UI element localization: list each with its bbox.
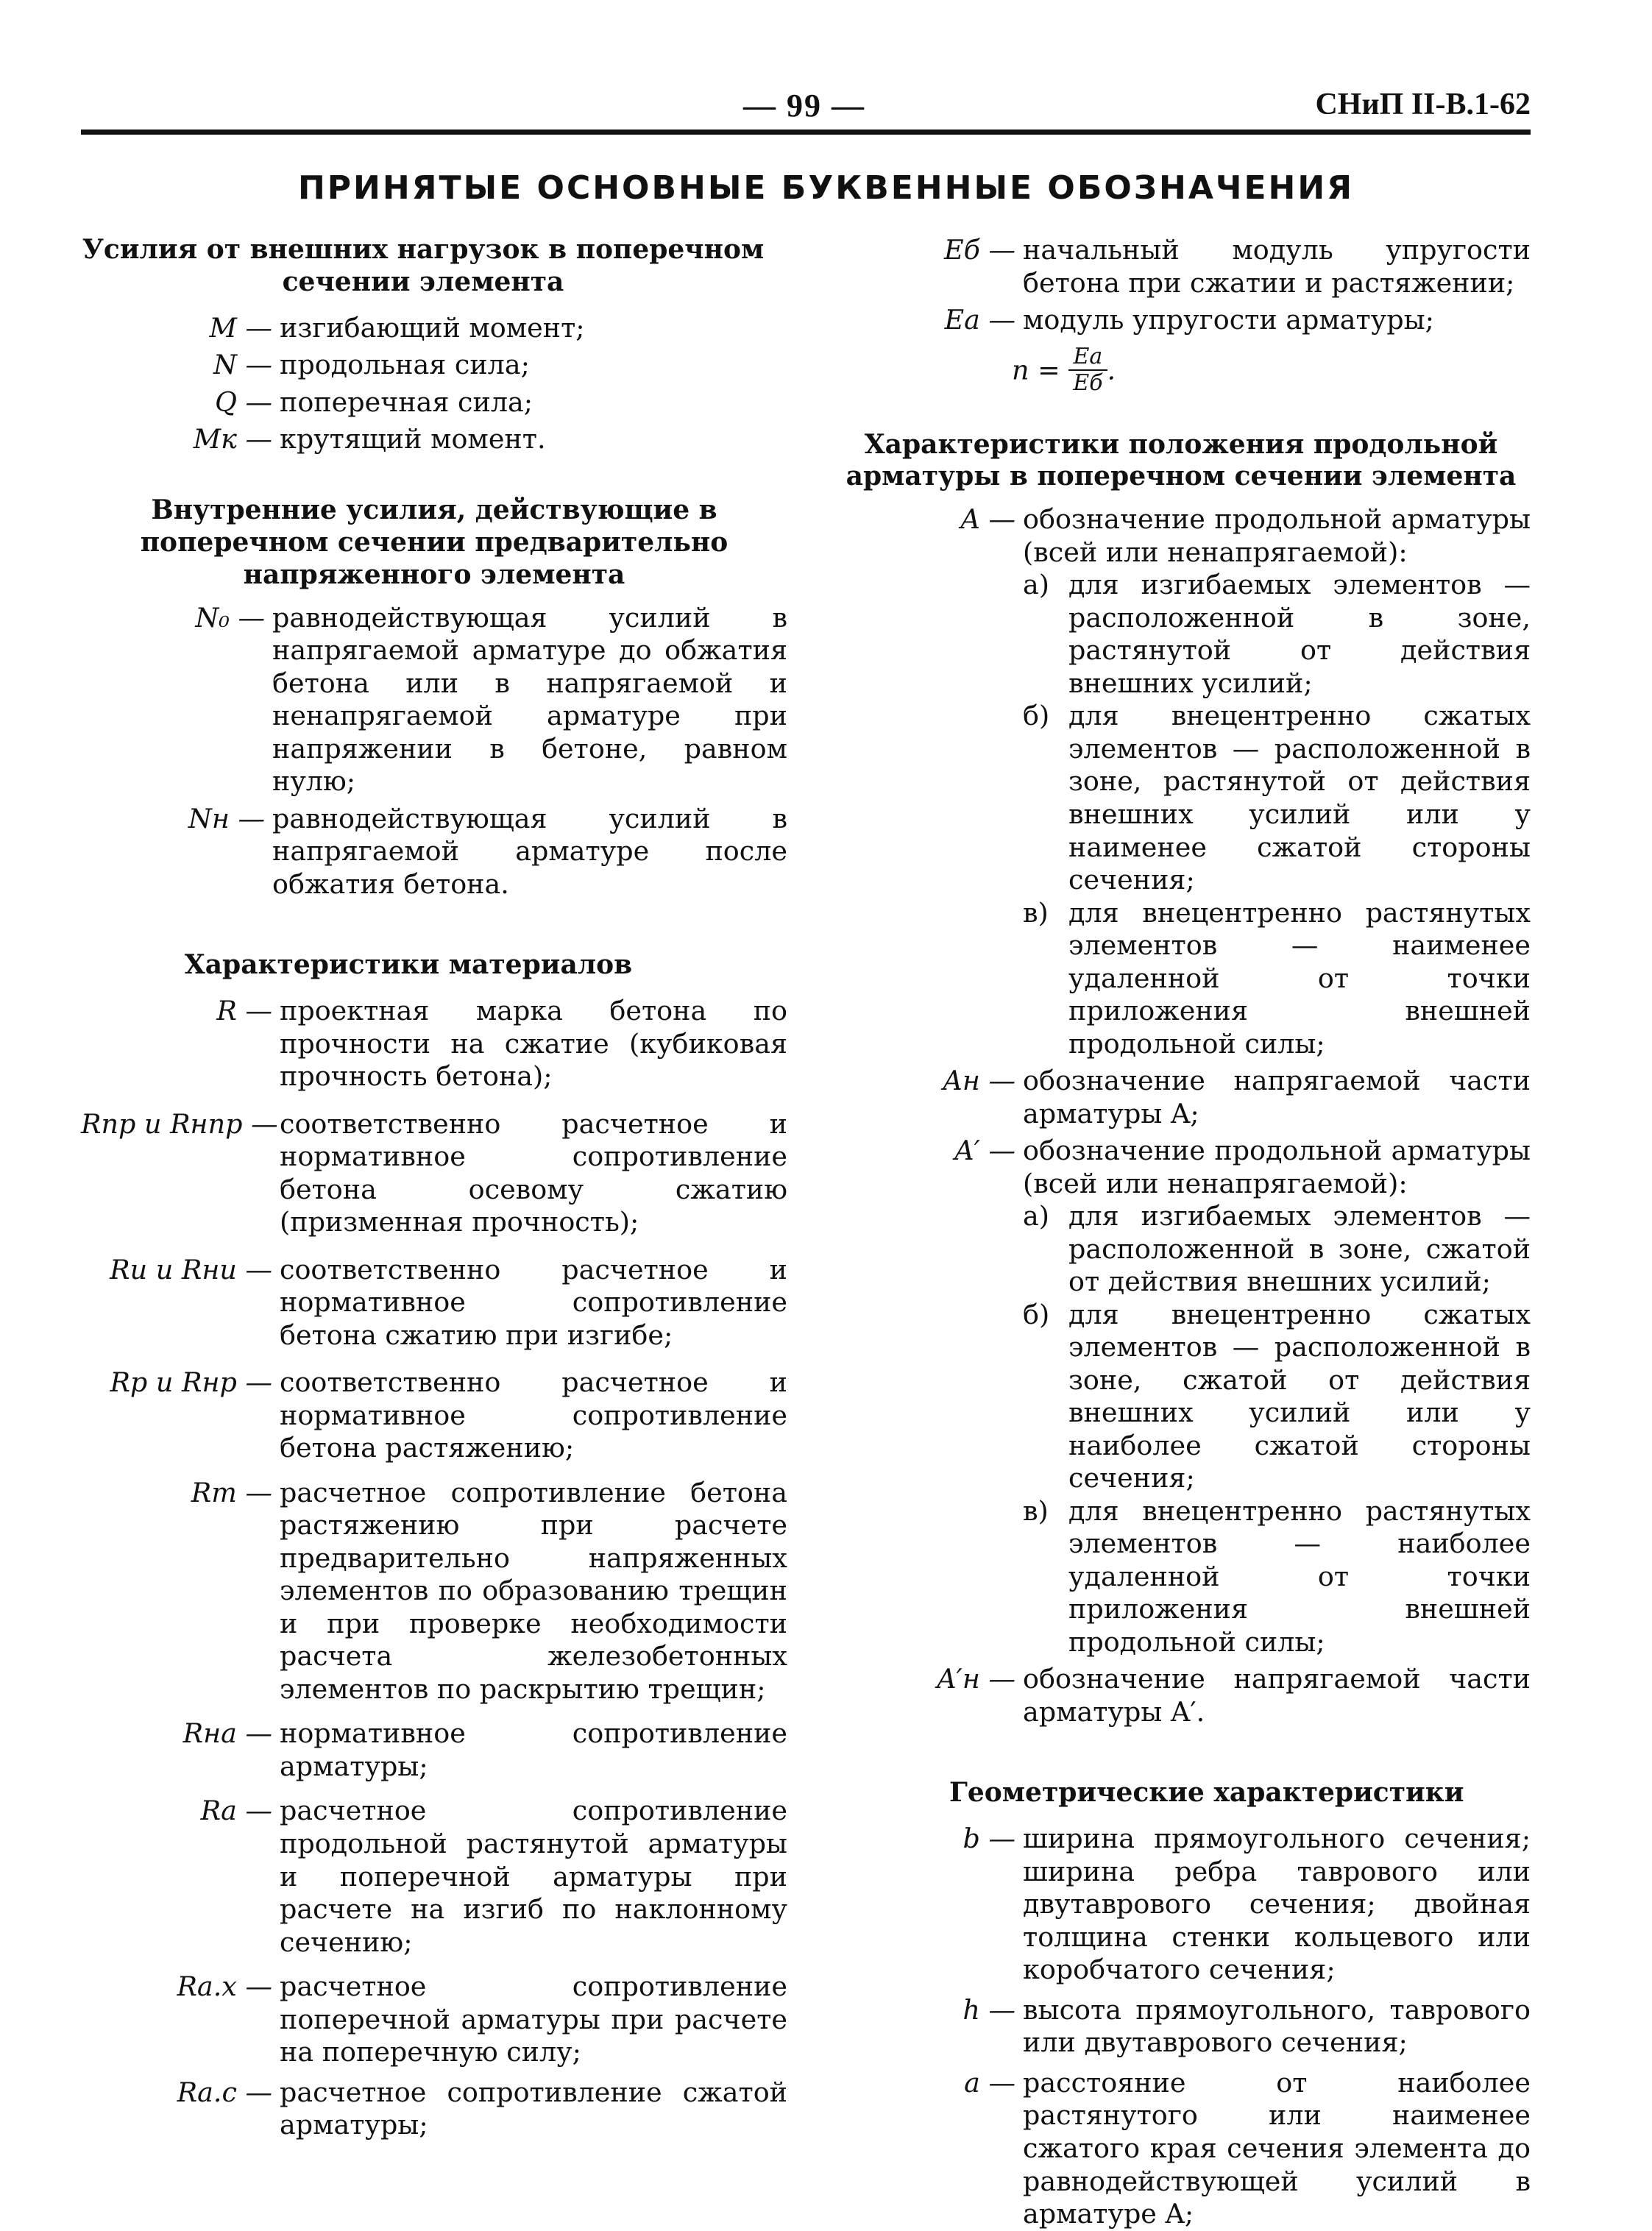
definition: проектная марка бетона по прочности на сжатие (кубиковая прочность бетона); xyxy=(280,995,787,1093)
definition: продольная сила; xyxy=(280,349,530,381)
definition: обозначение напрягаемой части арматуры A; xyxy=(1023,1065,1531,1129)
sub-label: б) xyxy=(1023,1298,1050,1330)
symbol: A′ — xyxy=(954,1135,1015,1167)
definition: обозначение продольной арматуры (всей или ненапрягаемой): xyxy=(1023,1135,1531,1199)
definition: обозначение продольной арматуры (всей или ненапрягаемой): xyxy=(1023,503,1531,568)
list-item xyxy=(832,1823,1531,1987)
symbol: Eа — xyxy=(944,304,1015,336)
list-item xyxy=(832,304,1531,337)
sub-text: для внецентренно растянутых элементов — наиболее удаленной от точки приложения внешней продольной силы; xyxy=(1068,1494,1531,1658)
list-item xyxy=(81,1971,787,2069)
symbol: A — xyxy=(960,503,1015,536)
definition: соответственно расчетное и нормативное сопротивление бетона осевому сжатию (призменная прочность); xyxy=(280,1107,787,1238)
symbol: Rа.х — xyxy=(177,1971,272,2003)
symbol: Rна — xyxy=(182,1717,272,1750)
page-number: — 99 — xyxy=(743,88,865,124)
section-heading: Характеристики материалов xyxy=(184,949,633,981)
definition: расчетное сопротивление продольной растянутой арматуры и поперечной арматуры при расчете на изгиб по наклонному сечению; xyxy=(280,1795,787,1958)
symbol: Eб — xyxy=(943,234,1015,266)
list-item xyxy=(81,349,787,382)
definition: расчетное сопротивление сжатой арматуры; xyxy=(280,2076,787,2141)
list-item xyxy=(832,2067,1531,2231)
definition: расчетное сопротивление поперечной арматуры при расчете на поперечную силу; xyxy=(280,1971,787,2068)
symbol: Rр и Rнр — xyxy=(110,1366,272,1399)
list-item xyxy=(81,312,787,345)
list-item xyxy=(832,1065,1531,1130)
definition: соответственно расчетное и нормативное сопротивление бетона сжатию при изгибе; xyxy=(280,1253,787,1351)
symbol: a — xyxy=(964,2066,1015,2099)
symbol: Aн — xyxy=(943,1065,1015,1097)
section-reinforcement-position xyxy=(832,429,1531,1729)
definition: равнодействующая усилий в напрягаемой арматуре до обжатия бетона или в напрягаемой и ненапрягаемой арматуре при напряжении в бетоне, равном нулю; xyxy=(272,601,787,798)
sub-item xyxy=(1023,1200,1531,1299)
list-item xyxy=(832,503,1531,1060)
symbol: R — xyxy=(216,995,272,1027)
symbol: A′н — xyxy=(937,1663,1015,1695)
section-external-forces xyxy=(81,234,787,456)
definition: равнодействующая усилий в напрягаемой арматуре после обжатия бетона. xyxy=(272,802,787,900)
list-item xyxy=(81,1717,787,1783)
section-geometric xyxy=(832,1777,1531,2230)
sub-item xyxy=(1023,897,1531,1061)
section-materials xyxy=(81,949,787,2141)
symbol: N — xyxy=(213,349,272,381)
sub-text: для внецентренно растянутых элементов — наименее удаленной от точки приложения внешней продольной силы; xyxy=(1068,896,1531,1060)
list-item xyxy=(81,995,787,1093)
formula-lhs: n = xyxy=(1012,353,1060,386)
symbol: N₀ — xyxy=(195,601,265,634)
section-internal-forces xyxy=(81,494,787,901)
section-heading: Характеристики положения продольной арматуры в поперечном сечении элемента xyxy=(846,428,1517,492)
list-item xyxy=(81,1477,787,1706)
definition: начальный модуль упругости бетона при сжатии и растяжении; xyxy=(1023,234,1531,299)
sub-item xyxy=(1023,1299,1531,1495)
document-code: СНиП II-В.1-62 xyxy=(1315,88,1531,121)
right-column xyxy=(832,234,1531,2231)
symbol: Rи и Rни — xyxy=(110,1253,272,1285)
symbol: Rа.с — xyxy=(177,2076,272,2108)
list-item xyxy=(832,1135,1531,1659)
list-item xyxy=(81,1108,787,1239)
page-header xyxy=(81,74,1531,132)
definition: расчетное сопротивление бетона растяжению при расчете предварительно напряженных элементов по образованию трещин и при проверке необходимости расчета железобетонных элементов по раскрытию трещин; xyxy=(280,1476,787,1705)
sub-label: в) xyxy=(1023,896,1049,929)
definition: ширина прямоугольного сечения; ширина ребра таврового или двутаврового сечения; двойная толщина стенки кольцевого или коробчатого сечения; xyxy=(1023,1823,1531,1986)
definition: расстояние от наиболее растянутого или наименее сжатого края сечения элемента до равнодействующей усилий в арматуре A; xyxy=(1023,2066,1531,2230)
list-item xyxy=(832,1663,1531,1728)
definition: изгибающий момент; xyxy=(280,311,585,344)
sub-label: а) xyxy=(1023,1200,1050,1232)
section-heading: Внутренние усилия, действующие в поперечном сечении предварительно напряженного элемента xyxy=(140,494,728,590)
definition: нормативное сопротивление арматуры; xyxy=(280,1717,787,1782)
sub-label: в) xyxy=(1023,1494,1049,1527)
definition: поперечная сила; xyxy=(280,386,533,418)
sub-item xyxy=(1023,700,1531,896)
sub-text: для внецентренно сжатых элементов — расположенной в зоне, растянутой от действия внешних усилий или у наименее сжатой стороны сечения; xyxy=(1068,700,1531,896)
list-item xyxy=(81,2076,787,2142)
sub-text: для изгибаемых элементов — расположенной в зоне, сжатой от действия внешних усилий; xyxy=(1068,1200,1531,1298)
sub-item xyxy=(1023,569,1531,700)
modulus-ratio-formula xyxy=(832,344,1531,397)
symbol: Q — xyxy=(214,386,272,418)
list-item xyxy=(81,803,787,901)
symbol: M — xyxy=(209,311,272,344)
list-item xyxy=(81,1254,787,1352)
symbol: b — xyxy=(963,1823,1015,1855)
symbol: Rпр и Rнпр — xyxy=(81,1107,278,1140)
formula-tail: . xyxy=(1107,353,1116,386)
sub-item xyxy=(1023,1495,1531,1659)
sub-text: для изгибаемых элементов — расположенной в зоне, растянутой от действия внешних усилий; xyxy=(1068,569,1531,699)
section-heading: Усилия от внешних нагрузок в поперечном сечении элемента xyxy=(82,234,765,297)
symbol: Rа — xyxy=(200,1795,272,1827)
left-column xyxy=(81,234,787,2142)
list-item xyxy=(81,423,787,456)
definition: соответственно расчетное и нормативное сопротивление бетона растяжению; xyxy=(280,1366,787,1464)
symbol: Nн — xyxy=(188,802,265,834)
definition: высота прямоугольного, таврового или двутаврового сечения; xyxy=(1023,1993,1531,2059)
symbol: Rт — xyxy=(191,1476,272,1508)
symbol: Mк — xyxy=(193,423,272,455)
definition: крутящий момент. xyxy=(280,423,546,455)
list-item xyxy=(832,234,1531,299)
symbol: h — xyxy=(963,1993,1015,2026)
definition: обозначение напрягаемой части арматуры A′. xyxy=(1023,1663,1531,1728)
list-item xyxy=(81,386,787,419)
header-rule xyxy=(81,130,1531,135)
list-item xyxy=(832,1994,1531,2060)
section-heading: Геометрические характеристики xyxy=(949,1777,1464,1809)
sub-label: б) xyxy=(1023,700,1050,732)
formula-fraction xyxy=(1068,344,1107,397)
sub-label: а) xyxy=(1023,569,1050,601)
sub-text: для внецентренно сжатых элементов — расположенной в зоне, сжатой от действия внешних усилий или у наиболее сжатой стороны сечения; xyxy=(1068,1298,1531,1494)
page-title: ПРИНЯТЫЕ ОСНОВНЫЕ БУКВЕННЫЕ ОБОЗНАЧЕНИЯ xyxy=(297,169,1355,207)
formula-numerator: Eа xyxy=(1068,344,1107,372)
formula-denominator: Eб xyxy=(1073,370,1103,397)
list-item xyxy=(81,1366,787,1465)
list-item xyxy=(81,1795,787,1959)
definition: модуль упругости арматуры; xyxy=(1023,304,1434,336)
list-item xyxy=(81,602,787,798)
